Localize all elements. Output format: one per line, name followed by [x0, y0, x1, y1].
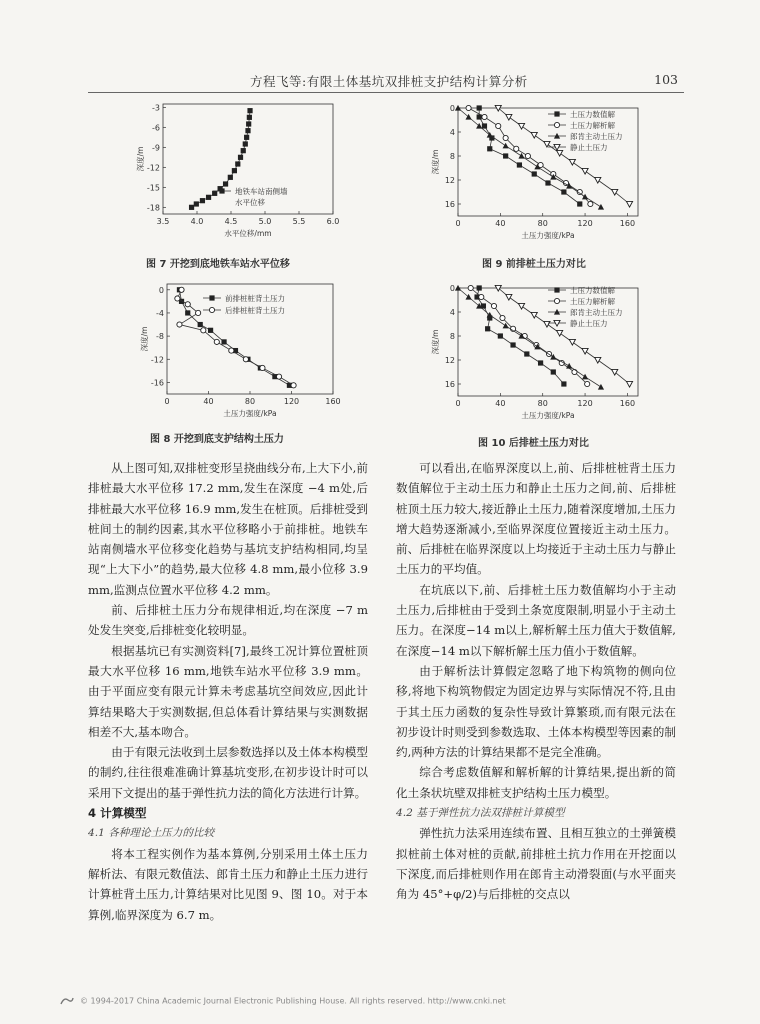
- paragraph: 根据基坑已有实测资料[7],最终工况计算位置桩顶最大水平位移 16 mm,地铁车站水平位移 3.9 mm。由于平面应变有限元计算未考虑基坑空间效应,因此计算结果略大于实测数据,但总体看计算结果与实测数据相差不大,基本吻合。: [88, 643, 368, 739]
- data-point: [503, 135, 508, 140]
- data-point: [228, 175, 233, 180]
- data-point: [626, 381, 632, 387]
- data-point: [582, 374, 588, 380]
- paragraph: 由于解析法计算假定忽略了地下构筑物的侧向位移,将地下构筑物假定为固定边界与实际情况不符,且由于其土压力函数的复杂性导致计算繁琐,而有限元法在初步设计时则受到参数选取、土体本构模型等因素的制约,两种方法的计算结果都不是完全准确。: [396, 663, 676, 760]
- x-tick-label: 3.5: [156, 217, 170, 226]
- data-point: [498, 333, 503, 338]
- subsection-heading: 4.2 基于弹性抗力法双排桩计算模型: [396, 807, 565, 820]
- data-point: [506, 294, 512, 300]
- data-point: [544, 321, 550, 327]
- x-tick-label: 40: [495, 399, 506, 408]
- data-point: [206, 195, 211, 200]
- data-point: [518, 303, 524, 309]
- legend-label: 土压力数值解: [570, 110, 615, 119]
- data-point: [247, 108, 252, 113]
- data-point: [485, 326, 490, 331]
- data-point: [585, 381, 590, 386]
- x-tick-label: 120: [283, 397, 300, 406]
- x-tick-label: 5.0: [258, 217, 272, 226]
- data-point: [201, 328, 206, 333]
- data-point: [198, 322, 203, 327]
- data-point: [177, 322, 182, 327]
- y-tick-label: 4: [449, 128, 455, 137]
- data-point: [235, 161, 240, 166]
- data-point: [185, 302, 190, 307]
- data-point: [468, 285, 473, 290]
- data-point: [479, 294, 484, 299]
- x-tick-label: 4.0: [190, 217, 204, 226]
- data-point: [582, 348, 588, 354]
- data-point: [212, 191, 217, 196]
- legend-label: 静止土压力: [570, 143, 608, 152]
- data-point: [246, 121, 251, 126]
- data-point: [291, 383, 296, 388]
- data-point: [260, 365, 265, 370]
- legend-marker: [554, 111, 559, 116]
- legend-marker: [554, 298, 559, 303]
- x-axis-label: 水平位移/mm: [224, 229, 272, 238]
- y-tick-label: 0: [449, 284, 455, 293]
- x-axis-label: 土压力强度/kPa: [223, 409, 277, 418]
- data-point: [241, 148, 246, 153]
- series-line: [177, 290, 293, 386]
- data-point: [276, 374, 281, 379]
- data-point: [514, 146, 519, 151]
- x-tick-label: 0: [455, 399, 461, 408]
- x-tick-label: 0: [164, 397, 170, 406]
- data-point: [247, 115, 252, 120]
- data-point: [531, 312, 537, 318]
- data-point: [223, 181, 228, 186]
- running-title: 方程飞等:有限土体基坑双排桩支护结构计算分析: [250, 74, 528, 89]
- legend-marker: [209, 307, 214, 312]
- data-point: [500, 315, 505, 320]
- x-tick-label: 0: [455, 219, 461, 228]
- data-point: [626, 201, 632, 207]
- data-point: [243, 141, 248, 146]
- y-tick-label: -12: [146, 163, 160, 173]
- paragraph: 综合考虑数值解和解析解的计算结果,提出新的简化土条状坑壁双排桩支护结构土压力模型。: [396, 765, 676, 800]
- data-point: [185, 310, 190, 315]
- legend-marker: [554, 122, 559, 127]
- data-point: [243, 357, 248, 362]
- figure-7-chart: [125, 98, 345, 250]
- paragraph: 从上图可知,双排桩变形呈挠曲线分布,上大下小,前排桩最大水平位移 17.2 mm,发生在深度 −4 m处,后排桩最大水平位移 16.9 mm,发生在桩顶。后排桩受到桩间土的制约因素,其水平位移略小于前排桩。地铁车站南侧墙水平位移变化趋势与基坑支护结构相同,均呈现“上大下小”的趋势,最大位移 4.8 mm,最小位移 3.9 mm,监测点位置水平位移 4.2 mm。: [88, 461, 368, 597]
- paragraph: 可以看出,在临界深度以上,前、后排桩桩背土压力数值解位于主动土压力和静止土压力之间,前、后排桩桩顶土压力较大,接近静止土压力,随着深度增加,土压力增大趋势逐渐减小,至临界深度位置接近主动土压力。前、后排桩在临界深度以上均接近于主动土压力与静止土压力的平均值。: [396, 461, 676, 577]
- data-point: [561, 189, 566, 194]
- data-point: [577, 201, 582, 206]
- data-point: [496, 123, 501, 128]
- legend-label: 土压力解析解: [570, 121, 615, 130]
- x-tick-label: 160: [619, 219, 636, 228]
- data-point: [208, 328, 213, 333]
- data-point: [561, 381, 566, 386]
- figure-7-caption: 图 7 开挖到底地铁车站水平位移: [146, 259, 290, 270]
- x-tick-label: 5.5: [292, 217, 306, 226]
- y-tick-label: 4: [449, 308, 455, 317]
- page-number: 103: [654, 72, 678, 87]
- legend-marker: [219, 188, 224, 193]
- x-tick-label: 80: [244, 397, 256, 406]
- y-tick-label: 16: [444, 200, 455, 209]
- x-tick-label: 160: [325, 397, 341, 406]
- data-point: [491, 303, 496, 308]
- y-tick-label: -4: [156, 308, 164, 318]
- data-point: [582, 194, 588, 200]
- data-point: [179, 287, 184, 292]
- y-tick-label: 16: [444, 380, 455, 389]
- data-point: [545, 180, 550, 185]
- data-point: [245, 128, 250, 133]
- header-rule: [88, 92, 684, 93]
- y-tick-label: 12: [444, 176, 455, 185]
- data-point: [557, 330, 563, 336]
- legend-marker: [554, 287, 559, 292]
- y-axis-label: 深度/m: [431, 329, 440, 355]
- data-point: [572, 369, 577, 374]
- data-point: [503, 153, 508, 158]
- section-heading: 4 计算模型: [88, 806, 147, 821]
- data-point: [582, 168, 588, 174]
- data-point: [506, 114, 512, 120]
- data-point: [598, 384, 604, 390]
- figure-9-caption: 图 9 前排桩土压力对比: [482, 259, 586, 270]
- x-tick-label: 120: [577, 219, 593, 228]
- legend-label: 地铁车站南侧墙: [235, 187, 288, 196]
- y-tick-label: -6: [152, 123, 160, 133]
- figure-9-chart: [420, 98, 660, 250]
- data-point: [538, 360, 543, 365]
- y-axis-label: 深度/m: [136, 146, 145, 172]
- x-tick-label: 160: [619, 399, 636, 408]
- data-point: [232, 168, 237, 173]
- figure-10-caption: 图 10 后排桩土压力对比: [478, 438, 589, 449]
- x-tick-label: 4.5: [224, 217, 238, 226]
- legend-label: 郎肯主动土压力: [570, 132, 623, 141]
- x-axis-label: 土压力强度/kPa: [521, 231, 575, 240]
- data-point: [569, 159, 575, 165]
- y-axis-label: 深度/m: [431, 149, 440, 175]
- data-point: [595, 357, 601, 363]
- y-tick-label: 12: [444, 356, 455, 365]
- y-tick-label: -15: [146, 183, 160, 193]
- legend-marker: [209, 295, 214, 300]
- data-point: [482, 114, 487, 119]
- footer: [60, 996, 506, 1006]
- data-point: [482, 123, 487, 128]
- paragraph: 前、后排桩土压力分布规律相近,均在深度 −7 m处发生突变,后排桩变化较明显。: [88, 603, 368, 638]
- data-point: [229, 348, 234, 353]
- x-axis-label: 土压力强度/kPa: [521, 411, 575, 420]
- data-point: [531, 132, 537, 138]
- body-left-column: [88, 458, 368, 925]
- data-point: [518, 123, 524, 129]
- data-point: [557, 150, 563, 156]
- data-point: [244, 135, 249, 140]
- data-point: [566, 363, 572, 369]
- paragraph: 将本工程实例作为基本算例,分别采用土体土压力解析法、有限元数值法、郎肯土压力和静止土压力进行计算桩背土压力,计算结果对比见图 9、图 10。对于本算例,临界深度为 6.7 m。: [88, 846, 368, 922]
- data-point: [525, 153, 530, 158]
- paragraph: 在坑底以下,前、后排桩土压力数值解均小于主动土压力,后排桩由于受到土条宽度限制,明显小于主动土压力。在深度−14 m以上,解析解土压力值大于数值解,在深度−14 m以下解析解土压力值小于数值解。: [396, 582, 676, 658]
- y-tick-label: 8: [449, 332, 455, 341]
- data-point: [532, 171, 537, 176]
- x-tick-label: 40: [203, 397, 214, 406]
- data-point: [503, 143, 509, 149]
- legend-label: 水平位移: [235, 198, 265, 207]
- x-tick-label: 6.0: [326, 217, 340, 226]
- data-point: [238, 155, 243, 160]
- subsection-heading: 4.1 各种理论土压力的比较: [88, 827, 215, 840]
- y-tick-label: -3: [152, 103, 160, 113]
- y-tick-label: -8: [156, 332, 164, 342]
- legend-label: 前排桩桩背土压力: [225, 294, 285, 303]
- data-point: [200, 198, 205, 203]
- data-point: [524, 351, 529, 356]
- legend-label: 静止土压力: [570, 319, 608, 328]
- footer-copyright: © 1994-2017 China Academic Journal Electronic Publishing House. All rights reserved. http://www.cnki.net: [80, 996, 506, 1006]
- data-point: [544, 141, 550, 147]
- y-tick-label: -12: [150, 355, 164, 365]
- cnki-logo-icon: [60, 996, 74, 1006]
- y-tick-label: 0: [158, 285, 164, 295]
- data-point: [175, 296, 180, 301]
- paragraph: 由于有限元法收到土层参数选择以及土体本构模型的制约,往往很难准确计算基坑变形,在初步设计时可以采用下文提出的基于弹性抗力法的简化方法进行计算。: [88, 745, 368, 800]
- x-tick-label: 40: [495, 219, 506, 228]
- data-point: [598, 204, 604, 210]
- data-point: [221, 339, 226, 344]
- data-point: [466, 105, 471, 110]
- x-tick-label: 80: [537, 219, 548, 228]
- y-axis-label: 深度/m: [140, 326, 149, 352]
- data-point: [595, 177, 601, 183]
- data-point: [517, 162, 522, 167]
- data-point: [477, 285, 482, 290]
- figure-8-chart: [125, 278, 345, 426]
- y-tick-label: -16: [150, 378, 164, 388]
- legend-label: 郎肯主动土压力: [570, 308, 623, 317]
- figure-10-chart: [420, 278, 660, 430]
- body-right-column: [396, 458, 676, 905]
- figure-8-caption: 图 8 开挖到底支护结构土压力: [150, 434, 284, 445]
- y-tick-label: -9: [152, 143, 160, 153]
- data-point: [196, 310, 201, 315]
- y-tick-label: 8: [449, 152, 455, 161]
- data-point: [487, 146, 492, 151]
- data-point: [477, 105, 482, 110]
- data-point: [194, 201, 199, 206]
- y-tick-label: -18: [146, 203, 160, 213]
- x-tick-label: 120: [577, 399, 593, 408]
- y-tick-label: 0: [449, 104, 455, 113]
- x-tick-label: 80: [537, 399, 548, 408]
- series-line: [179, 290, 289, 386]
- data-point: [189, 205, 194, 210]
- data-point: [214, 339, 219, 344]
- data-point: [551, 369, 556, 374]
- legend-label: 土压力数值解: [570, 286, 615, 295]
- data-point: [569, 339, 575, 345]
- paragraph: 弹性抗力法采用连续布置、且相互独立的土弹簧模拟桩前土体对桩的贡献,前排桩土抗力作用在开挖面以下深度,而后排桩则作用在郎肯主动滑裂面(与水平面夹角为 45°+φ/2)与后排桩的交点以: [396, 826, 676, 902]
- data-point: [510, 342, 515, 347]
- data-point: [588, 201, 593, 206]
- legend-label: 土压力解析解: [570, 297, 615, 306]
- legend-label: 后排桩桩背土压力: [225, 306, 285, 315]
